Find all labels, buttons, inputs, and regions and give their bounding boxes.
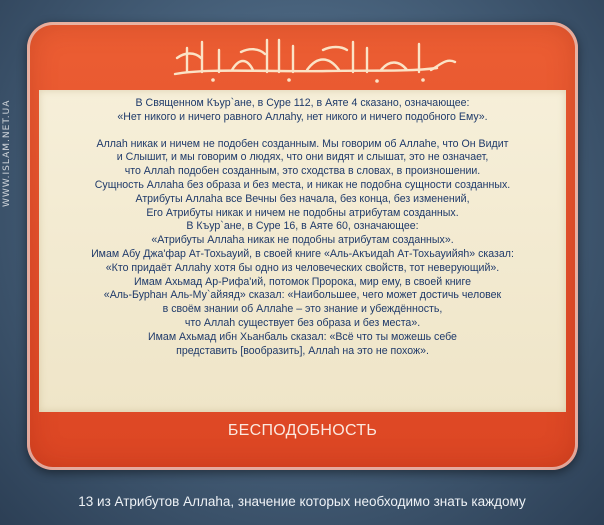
body-line: Атрибуты Аллаhа все Вечны без начала, без конца, без изменений, [135,192,470,205]
body-line: В Къур`ане, в Суре 16, в Аяте 60, означающее: [186,220,419,233]
body-line: «Нет никого и ничего равного Аллаhу, нет никого и ничего подобного Ему». [117,110,488,123]
card-footer-title: БЕСПОДОБНОСТЬ [227,422,378,439]
body-line: Его Атрибуты никак и ничем не подобны атрибутам созданных. [146,206,459,219]
basmala-text: بسم الله الرحمن الرحيم [297,83,307,84]
body-line: «Кто придаёт Аллаhу хотя бы одно из человеческих свойств, тот неверующий». [105,261,500,274]
paragraph-gap [55,125,550,138]
body-line: Имам Абу Джа'фар Ат-Тохьауий, в своей книге «Аль-Акъидаh Ат-Тохьауийяh» сказал: [91,247,514,260]
body-line: что Аллаh существует без образа и без места». [184,316,421,329]
body-line: и Слышит, и мы говорим о людях, что они видят и слышат, это не означает, [116,151,489,164]
body-line: в своём знании об Аллаhе – это знание и убеждённость, [162,303,443,316]
body-line: Имам Ахьмад Ар-Рифа'ий, потомок Пророка, мир ему, в своей книге [133,275,472,288]
body-line: «Атрибуты Аллаhа никак не подобны атрибутам созданных». [151,234,454,247]
body-line: представить [вообразить], Аллаh на это не похож». [176,344,429,357]
body-text [55,97,550,358]
body-line: Имам Ахьмад ибн Хьанбаль сказал: «Всё что ты можешь себе [148,330,457,343]
body-line: «Аль-Бурhан Аль-Му`айяяд» сказал: «Наибольшее, чего может достичь человек [103,289,502,302]
site-watermark: WWW.ISLAM.NET.UA [2,99,12,207]
body-line: Аллаh никак и ничем не подобен созданным. Мы говорим об Аллаhе, что Он Видит [96,137,509,150]
body-line: что Аллаh подобен созданным, это сходства в словах, в произношении. [124,165,481,178]
image-caption: 13 из Атрибутов Аллаhа, значение которых необходимо знать каждому [78,494,526,509]
text-panel [39,90,566,412]
attribute-card [27,22,578,470]
basmala-calligraphy [27,28,578,86]
body-line: В Священном Къур`ане, в Суре 112, в Аяте 4 сказано, означающее: [135,97,470,109]
body-line: Сущность Аллаhа без образа и без места, и никак не подобна сущности созданных. [94,178,511,191]
